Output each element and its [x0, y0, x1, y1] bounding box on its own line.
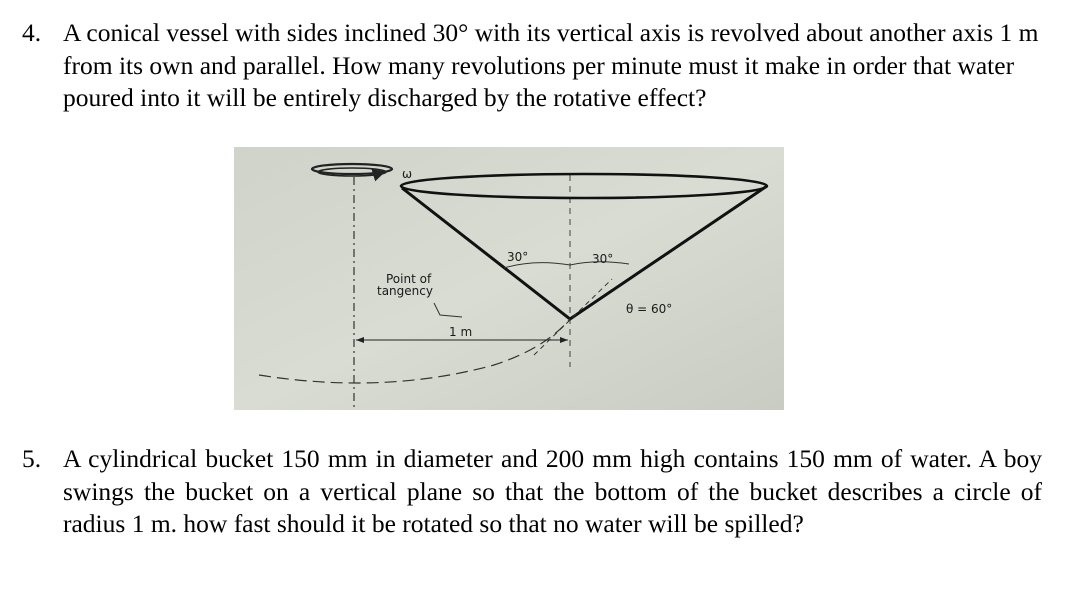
problem-5-number: 5.	[22, 444, 42, 473]
omega-label: ω	[402, 167, 413, 181]
angle-right-label: 30°	[592, 252, 614, 266]
angle-left-label: 30°	[507, 250, 529, 264]
problem-5	[22, 443, 1042, 541]
figure-background	[234, 147, 784, 410]
point-of-tangency-label-line2: tangency	[377, 284, 433, 298]
problem-4	[22, 17, 1042, 115]
point-of-tangency-label-line1: Point of	[386, 272, 432, 286]
conical-vessel-figure	[234, 147, 784, 410]
problem-4-number: 4.	[22, 18, 42, 47]
problem-4-text: A conical vessel with sides inclined 30° with its vertical axis is revolved about another axis 1 m from its own and parallel. How many revolutions per minute must it make in order that water poured into it will be entirely discharged by the rotative effect?	[63, 18, 1039, 112]
theta-label: θ = 60°	[626, 302, 673, 316]
problem-5-text: A cylindrical bucket 150 mm in diameter and 200 mm high contains 150 mm of water. A boy swings the bucket on a vertical plane so that the bottom of the bucket describes a circle of radius 1 m. how fast should it be rotated so that no water will be spilled?	[63, 444, 1042, 538]
distance-label: 1 m	[449, 325, 473, 339]
